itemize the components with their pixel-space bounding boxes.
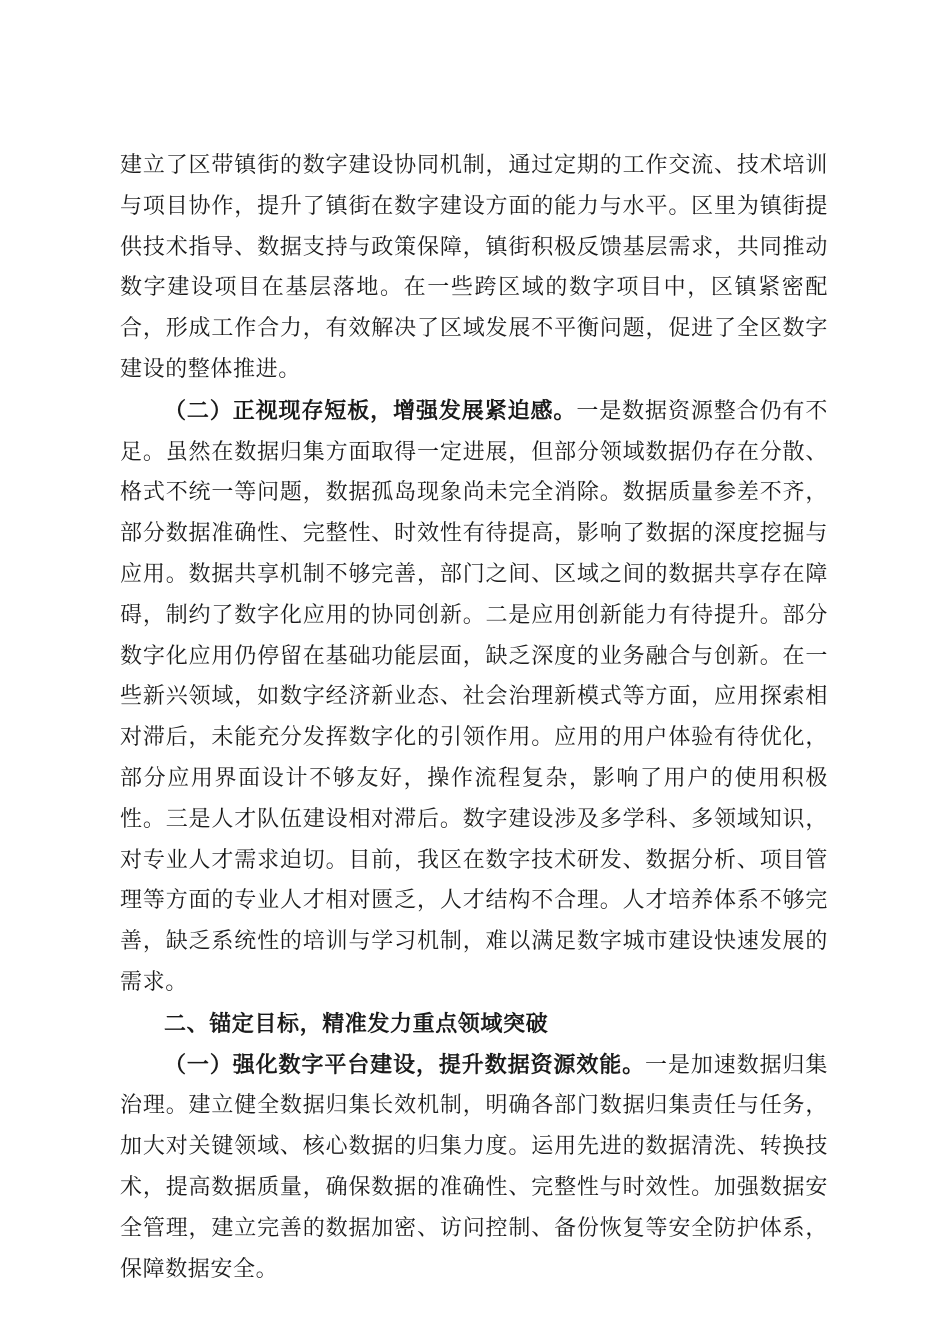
paragraph-coordination	[120, 146, 828, 391]
section-lead-heading: （二）正视现存短板，增强发展紧迫感。	[164, 397, 577, 424]
paragraph-digital-platform	[120, 1045, 828, 1291]
paragraph-shortcomings	[120, 391, 828, 1004]
document-page	[120, 146, 828, 1290]
paragraph-text: 建立了区带镇街的数字建设协同机制，通过定期的工作交流、技术培训与项目协作，提升了镇街在数字建设方面的能力与水平。区里为镇街提供技术指导、数据支持与政策保障，镇街积极反馈基层需求，共同推动数字建设项目在基层落地。在一些跨区域的数字项目中，区镇紧密配合，形成工作合力，有效解决了区域发展不平衡问题，促进了全区数字建设的整体推进。	[120, 153, 828, 382]
section-lead-heading: （一）强化数字平台建设，提升数据资源效能。	[164, 1051, 646, 1078]
chapter-heading: 二、锚定目标，精准发力重点领域突破	[164, 1010, 549, 1037]
paragraph-text: 一是数据资源整合仍有不足。虽然在数据归集方面取得一定进展，但部分领域数据仍存在分散、格式不统一等问题，数据孤岛现象尚未完全消除。数据质量参差不齐，部分数据准确性、完整性、时效性有待提高，影响了数据的深度挖掘与应用。数据共享机制不够完善，部门之间、区域之间的数据共享存在障碍，制约了数字化应用的协同创新。二是应用创新能力有待提升。部分数字化应用仍停留在基础功能层面，缺乏深度的业务融合与创新。在一些新兴领域，如数字经济新业态、社会治理新模式等方面，应用探索相对滞后，未能充分发挥数字化的引领作用。应用的用户体验有待优化，部分应用界面设计不够友好，操作流程复杂，影响了用户的使用积极性。三是人才队伍建设相对滞后。数字建设涉及多学科、多领域知识，对专业人才需求迫切。目前，我区在数字技术研发、数据分析、项目管理等方面的专业人才相对匮乏，人才结构不合理。人才培养体系不够完善，缺乏系统性的培训与学习机制，难以满足数字城市建设快速发展的需求。	[120, 398, 828, 995]
paragraph-text: 一是加速数据归集治理。建立健全数据归集长效机制，明确各部门数据归集责任与任务，加大对关键领域、核心数据的归集力度。运用先进的数据清洗、转换技术，提高数据质量，确保数据的准确性、完整性与时效性。加强数据安全管理，建立完善的数据加密、访问控制、备份恢复等安全防护体系，保障数据安全。	[120, 1052, 828, 1282]
